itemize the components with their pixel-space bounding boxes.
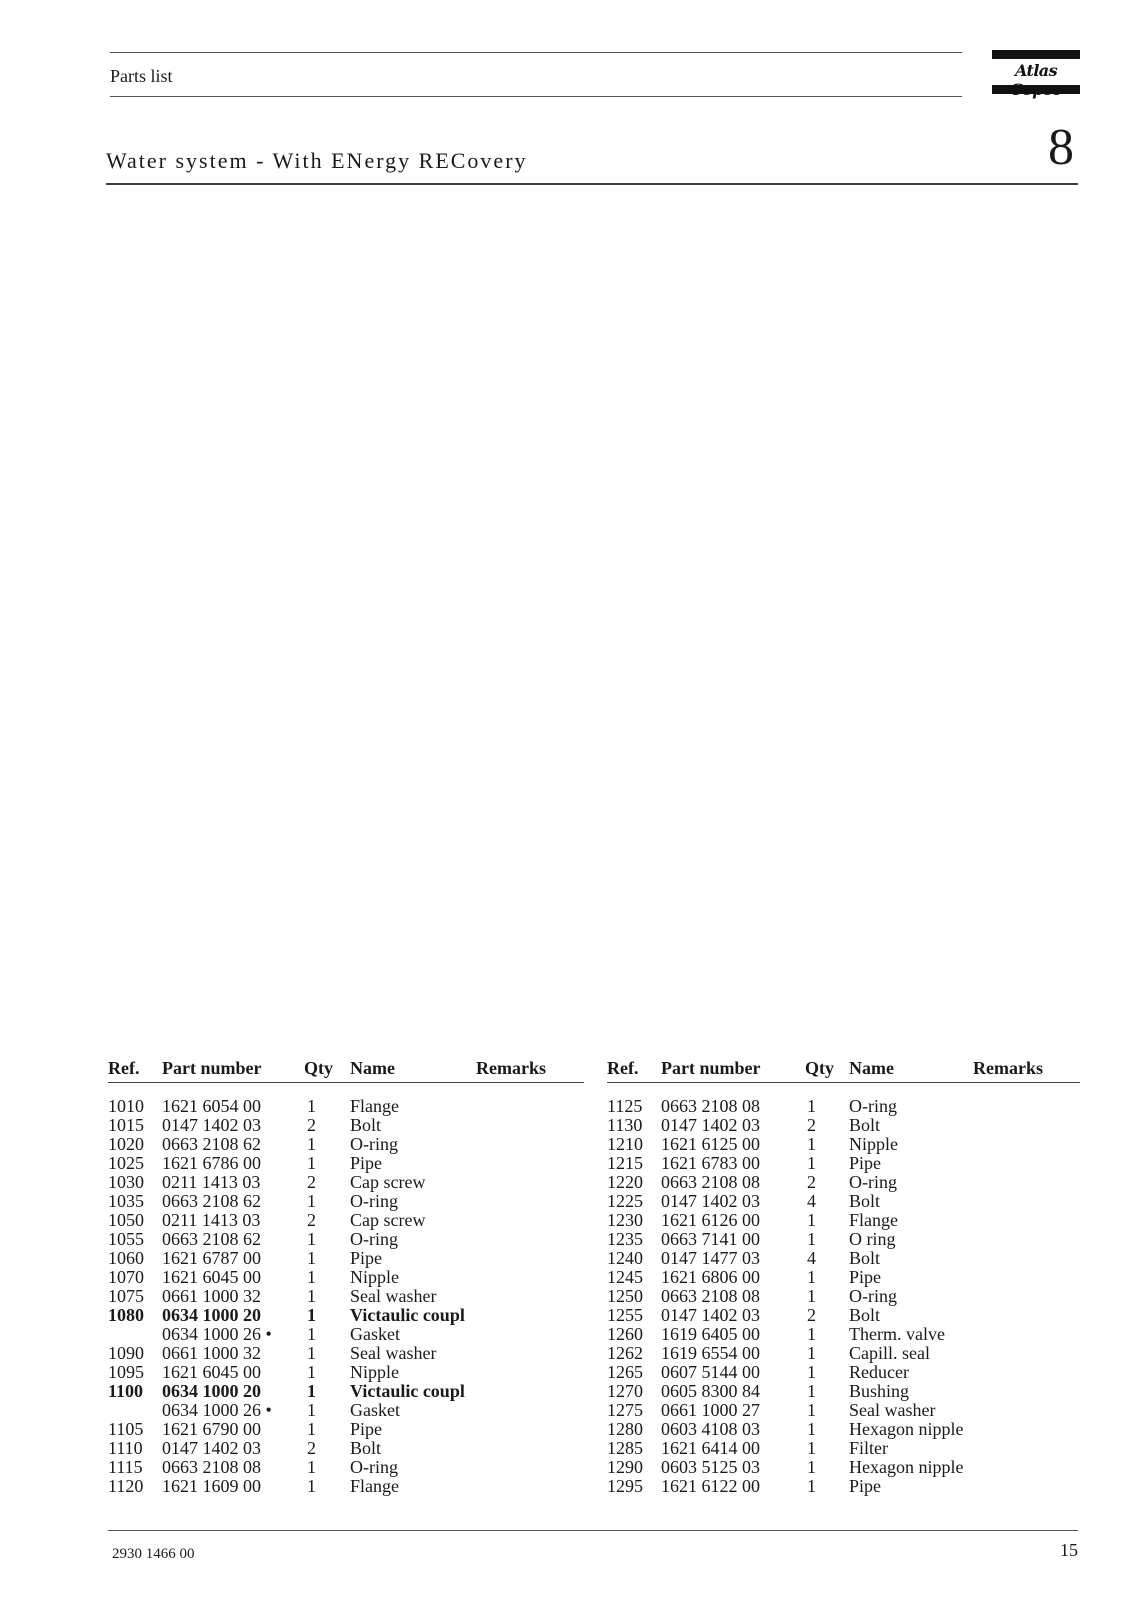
- cell-part-number: 1621 6787 00: [162, 1248, 261, 1268]
- cell-qty: 1: [807, 1343, 816, 1363]
- table-row: [108, 1154, 584, 1173]
- cell-name: Victaulic coupl: [350, 1305, 465, 1325]
- table-row: [108, 1458, 584, 1477]
- cell-ref: 1070: [108, 1267, 144, 1287]
- cell-ref: 1080: [108, 1305, 144, 1325]
- document-number: 2930 1466 00: [112, 1546, 195, 1562]
- cell-part-number: 0211 1413 03: [162, 1210, 261, 1230]
- header-ref: Ref.: [607, 1058, 639, 1078]
- cell-name: Pipe: [849, 1476, 882, 1496]
- cell-qty: 1: [807, 1267, 816, 1287]
- cell-ref: 1210: [607, 1134, 643, 1154]
- table-row: [108, 1325, 584, 1344]
- cell-qty: 1: [807, 1096, 816, 1116]
- table-row: [607, 1097, 1080, 1116]
- cell-part-number: 1621 6125 00: [661, 1134, 760, 1154]
- page-title: Water system - With ENergy RECovery: [106, 148, 528, 173]
- table-header: [108, 1058, 584, 1083]
- cell-qty: 1: [307, 1457, 316, 1477]
- cell-part-number: 0147 1402 03: [162, 1115, 261, 1135]
- cell-part-number: 0211 1413 03: [162, 1172, 261, 1192]
- table-row: [607, 1249, 1080, 1268]
- cell-ref: 1015: [108, 1115, 144, 1135]
- cell-part-number: 0661 1000 32: [162, 1286, 261, 1306]
- cell-part-number: 0147 1402 03: [162, 1438, 261, 1458]
- section-number: 8: [1048, 119, 1074, 176]
- parts-table-right: [607, 1058, 1080, 1496]
- cell-name: Pipe: [350, 1153, 383, 1173]
- cell-name: Bolt: [350, 1115, 382, 1135]
- cell-part-number: 1621 6045 00: [162, 1362, 261, 1382]
- cell-qty: 1: [307, 1286, 316, 1306]
- table-row: [108, 1363, 584, 1382]
- cell-part-number: 0663 2108 08: [661, 1096, 760, 1116]
- table-row: [607, 1458, 1080, 1477]
- cell-qty: 1: [307, 1324, 316, 1344]
- cell-ref: 1265: [607, 1362, 643, 1382]
- cell-qty: 1: [807, 1400, 816, 1420]
- table-row: [108, 1287, 584, 1306]
- cell-name: O-ring: [849, 1286, 897, 1306]
- cell-ref: 1050: [108, 1210, 144, 1230]
- cell-ref: 1245: [607, 1267, 643, 1287]
- cell-name: O-ring: [350, 1191, 398, 1211]
- table-header: [607, 1058, 1080, 1083]
- cell-name: Pipe: [350, 1419, 383, 1439]
- cell-qty: 1: [807, 1476, 816, 1496]
- cell-part-number: 0634 1000 20: [162, 1381, 261, 1401]
- cell-name: Capill. seal: [849, 1343, 930, 1363]
- table-row: [108, 1097, 584, 1116]
- cell-name: Victaulic coupl: [350, 1381, 465, 1401]
- cell-ref: 1262: [607, 1343, 643, 1363]
- cell-part-number: 0663 2108 62: [162, 1191, 261, 1211]
- cell-part-number: 1621 6126 00: [661, 1210, 760, 1230]
- cell-ref: 1110: [108, 1438, 143, 1458]
- header-qty: Qty: [805, 1058, 834, 1078]
- cell-ref: 1090: [108, 1343, 144, 1363]
- cell-name: O-ring: [849, 1172, 897, 1192]
- cell-qty: 1: [307, 1362, 316, 1382]
- cell-part-number: 1621 6054 00: [162, 1096, 261, 1116]
- cell-name: Hexagon nipple: [849, 1419, 964, 1439]
- cell-qty: 1: [307, 1381, 316, 1401]
- cell-qty: 4: [807, 1191, 816, 1211]
- cell-name: Seal washer: [350, 1343, 437, 1363]
- table-row: [607, 1173, 1080, 1192]
- cell-part-number: 1621 6806 00: [661, 1267, 760, 1287]
- table-row: [108, 1401, 584, 1420]
- cell-part-number: 0663 2108 08: [162, 1457, 261, 1477]
- cell-qty: 1: [807, 1419, 816, 1439]
- cell-qty: 2: [807, 1172, 816, 1192]
- cell-name: Filter: [849, 1438, 888, 1458]
- cell-ref: 1120: [108, 1476, 144, 1496]
- cell-ref: 1285: [607, 1438, 643, 1458]
- cell-ref: 1220: [607, 1172, 643, 1192]
- cell-name: Reducer: [849, 1362, 909, 1382]
- cell-name: Bolt: [849, 1115, 881, 1135]
- table-row: [607, 1230, 1080, 1249]
- table-row: [108, 1268, 584, 1287]
- cell-ref: 1225: [607, 1191, 643, 1211]
- cell-qty: 1: [807, 1153, 816, 1173]
- cell-qty: 1: [807, 1362, 816, 1382]
- cell-part-number: 1621 6786 00: [162, 1153, 261, 1173]
- cell-qty: 2: [307, 1115, 316, 1135]
- table-row: [108, 1382, 584, 1401]
- header-top-rule: [110, 52, 962, 53]
- table-row: [108, 1116, 584, 1135]
- cell-name: Flange: [350, 1476, 399, 1496]
- table-row: [607, 1401, 1080, 1420]
- table-row: [607, 1382, 1080, 1401]
- cell-ref: 1125: [607, 1096, 643, 1116]
- cell-name: Pipe: [849, 1153, 882, 1173]
- header-remarks: Remarks: [476, 1058, 546, 1078]
- cell-name: O-ring: [350, 1457, 398, 1477]
- cell-part-number: 0634 1000 26 •: [162, 1400, 272, 1420]
- header-qty: Qty: [304, 1058, 333, 1078]
- cell-part-number: 0147 1402 03: [661, 1305, 760, 1325]
- table-row: [607, 1268, 1080, 1287]
- cell-ref: 1240: [607, 1248, 643, 1268]
- cell-qty: 2: [807, 1115, 816, 1135]
- table-row: [108, 1211, 584, 1230]
- cell-qty: 1: [307, 1153, 316, 1173]
- cell-name: Bolt: [849, 1191, 881, 1211]
- cell-qty: 2: [807, 1305, 816, 1325]
- table-row: [607, 1439, 1080, 1458]
- table-body: [607, 1097, 1080, 1496]
- cell-ref: 1255: [607, 1305, 643, 1325]
- cell-part-number: 0147 1477 03: [661, 1248, 760, 1268]
- table-row: [607, 1325, 1080, 1344]
- cell-part-number: 1621 6045 00: [162, 1267, 261, 1287]
- cell-ref: 1105: [108, 1419, 144, 1439]
- table-row: [607, 1344, 1080, 1363]
- cell-ref: 1250: [607, 1286, 643, 1306]
- cell-qty: 1: [807, 1438, 816, 1458]
- cell-ref: 1275: [607, 1400, 643, 1420]
- cell-name: Nipple: [350, 1267, 399, 1287]
- cell-name: Flange: [849, 1210, 898, 1230]
- cell-ref: 1260: [607, 1324, 643, 1344]
- cell-qty: 2: [307, 1438, 316, 1458]
- cell-qty: 1: [307, 1267, 316, 1287]
- table-row: [607, 1116, 1080, 1135]
- cell-part-number: 1619 6554 00: [661, 1343, 760, 1363]
- cell-part-number: 0663 7141 00: [661, 1229, 760, 1249]
- cell-part-number: 1621 6790 00: [162, 1419, 261, 1439]
- cell-qty: 1: [807, 1324, 816, 1344]
- cell-name: O-ring: [350, 1229, 398, 1249]
- cell-ref: 1130: [607, 1115, 643, 1135]
- table-row: [108, 1420, 584, 1439]
- cell-name: Cap screw: [350, 1210, 426, 1230]
- cell-qty: 1: [307, 1476, 316, 1496]
- cell-part-number: 0661 1000 27: [661, 1400, 760, 1420]
- cell-qty: 1: [307, 1400, 316, 1420]
- cell-qty: 1: [307, 1248, 316, 1268]
- cell-ref: 1290: [607, 1457, 643, 1477]
- header-bottom-rule: [110, 96, 962, 97]
- footer-rule: [108, 1530, 1078, 1531]
- cell-part-number: 0661 1000 32: [162, 1343, 261, 1363]
- cell-name: Seal washer: [849, 1400, 936, 1420]
- header-name: Name: [350, 1058, 395, 1078]
- logo-wordmark: Atlas: [1015, 61, 1057, 80]
- table-row: [108, 1173, 584, 1192]
- cell-qty: 2: [307, 1172, 316, 1192]
- cell-ref: 1295: [607, 1476, 643, 1496]
- cell-name: Seal washer: [350, 1286, 437, 1306]
- cell-part-number: 0603 5125 03: [661, 1457, 760, 1477]
- cell-part-number: 1621 6122 00: [661, 1476, 760, 1496]
- cell-part-number: 0634 1000 26 •: [162, 1324, 272, 1344]
- cell-name: Gasket: [350, 1324, 400, 1344]
- cell-ref: 1010: [108, 1096, 144, 1116]
- table-row: [108, 1306, 584, 1325]
- table-row: [607, 1154, 1080, 1173]
- cell-ref: 1270: [607, 1381, 643, 1401]
- cell-qty: 1: [307, 1096, 316, 1116]
- atlas-copco-logo: [992, 50, 1080, 94]
- cell-name: Pipe: [849, 1267, 882, 1287]
- cell-name: Flange: [350, 1096, 399, 1116]
- table-row: [108, 1344, 584, 1363]
- cell-name: Pipe: [350, 1248, 383, 1268]
- header-label: Parts list: [110, 66, 173, 86]
- cell-part-number: 1619 6405 00: [661, 1324, 760, 1344]
- cell-part-number: 0147 1402 03: [661, 1115, 760, 1135]
- cell-name: Therm. valve: [849, 1324, 945, 1344]
- table-row: [607, 1420, 1080, 1439]
- cell-name: Cap screw: [350, 1172, 426, 1192]
- cell-part-number: 0147 1402 03: [661, 1191, 760, 1211]
- header-part-number: Part number: [162, 1058, 262, 1078]
- table-row: [607, 1135, 1080, 1154]
- table-row: [607, 1192, 1080, 1211]
- cell-name: Bolt: [849, 1248, 881, 1268]
- cell-qty: 1: [807, 1286, 816, 1306]
- cell-qty: 1: [307, 1134, 316, 1154]
- cell-ref: 1215: [607, 1153, 643, 1173]
- cell-qty: 1: [307, 1229, 316, 1249]
- table-row: [108, 1439, 584, 1458]
- cell-name: O-ring: [350, 1134, 398, 1154]
- cell-part-number: 0605 8300 84: [661, 1381, 760, 1401]
- cell-qty: 1: [307, 1191, 316, 1211]
- parts-table-left: [108, 1058, 584, 1496]
- cell-ref: 1035: [108, 1191, 144, 1211]
- cell-name: Nipple: [350, 1362, 399, 1382]
- header-name: Name: [849, 1058, 894, 1078]
- cell-part-number: 0663 2108 62: [162, 1134, 261, 1154]
- cell-part-number: 1621 6783 00: [661, 1153, 760, 1173]
- cell-name: O ring: [849, 1229, 896, 1249]
- cell-ref: 1115: [108, 1457, 143, 1477]
- cell-ref: 1025: [108, 1153, 144, 1173]
- cell-qty: 1: [807, 1457, 816, 1477]
- cell-ref: 1280: [607, 1419, 643, 1439]
- cell-part-number: 0607 5144 00: [661, 1362, 760, 1382]
- header-remarks: Remarks: [973, 1058, 1043, 1078]
- table-row: [607, 1477, 1080, 1496]
- cell-part-number: 1621 1609 00: [162, 1476, 261, 1496]
- cell-qty: 2: [307, 1210, 316, 1230]
- cell-name: O-ring: [849, 1096, 897, 1116]
- cell-ref: 1100: [108, 1381, 144, 1401]
- header-part-number: Part number: [661, 1058, 761, 1078]
- table-row: [108, 1192, 584, 1211]
- cell-ref: 1095: [108, 1362, 144, 1382]
- cell-part-number: 0603 4108 03: [661, 1419, 760, 1439]
- table-row: [607, 1287, 1080, 1306]
- cell-ref: 1020: [108, 1134, 144, 1154]
- cell-qty: 1: [807, 1229, 816, 1249]
- cell-name: Hexagon nipple: [849, 1457, 964, 1477]
- cell-qty: 4: [807, 1248, 816, 1268]
- cell-name: Bushing: [849, 1381, 910, 1401]
- cell-ref: 1030: [108, 1172, 144, 1192]
- cell-ref: 1235: [607, 1229, 643, 1249]
- logo-top-bar: [992, 50, 1080, 59]
- cell-qty: 1: [807, 1381, 816, 1401]
- cell-qty: 1: [307, 1419, 316, 1439]
- cell-name: Bolt: [350, 1438, 382, 1458]
- cell-part-number: 1621 6414 00: [661, 1438, 760, 1458]
- table-row: [607, 1306, 1080, 1325]
- cell-name: Bolt: [849, 1305, 881, 1325]
- table-row: [108, 1135, 584, 1154]
- cell-part-number: 0663 2108 08: [661, 1172, 760, 1192]
- cell-ref: 1055: [108, 1229, 144, 1249]
- cell-qty: 1: [307, 1305, 316, 1325]
- page-number: 15: [1060, 1540, 1078, 1560]
- table-row: [108, 1477, 584, 1496]
- cell-part-number: 0663 2108 62: [162, 1229, 261, 1249]
- cell-qty: 1: [307, 1343, 316, 1363]
- cell-ref: 1060: [108, 1248, 144, 1268]
- cell-part-number: 0634 1000 20: [162, 1305, 261, 1325]
- cell-qty: 1: [807, 1210, 816, 1230]
- table-row: [108, 1230, 584, 1249]
- logo-bottom-bar: [992, 85, 1080, 94]
- cell-name: Nipple: [849, 1134, 898, 1154]
- table-row: [108, 1249, 584, 1268]
- table-row: [607, 1363, 1080, 1382]
- cell-part-number: 0663 2108 08: [661, 1286, 760, 1306]
- cell-name: Gasket: [350, 1400, 400, 1420]
- title-rule: [106, 183, 1078, 185]
- cell-ref: 1230: [607, 1210, 643, 1230]
- header-ref: Ref.: [108, 1058, 140, 1078]
- table-body: [108, 1097, 584, 1496]
- table-row: [607, 1211, 1080, 1230]
- cell-qty: 1: [807, 1134, 816, 1154]
- cell-ref: 1075: [108, 1286, 144, 1306]
